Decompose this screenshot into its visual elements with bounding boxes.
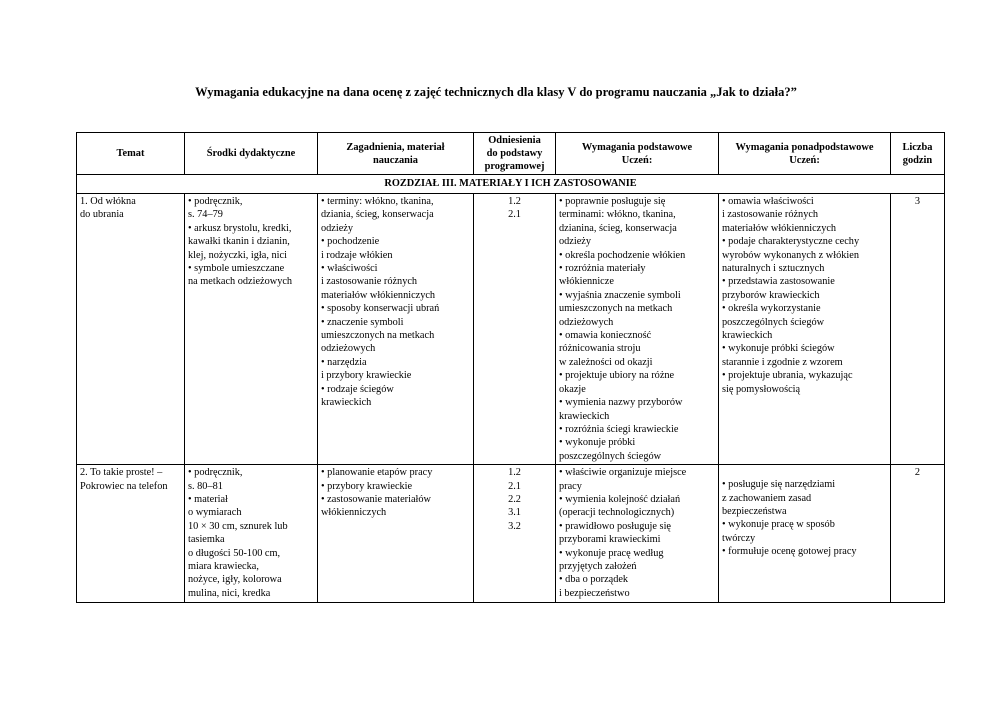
cell-line: • terminy: włókno, tkanina, [321,196,434,207]
cell-line: 2. To takie proste! – [80,467,163,479]
cell-srodki [185,194,318,465]
cell-line: twórczy [722,532,756,544]
cell-line: krawieckich [321,397,372,409]
cell-line: umieszczonych na metkach [321,330,435,342]
section-title: ROZDZIAŁ III. MATERIAŁY I ICH ZASTOSOWANIE [77,175,945,194]
cell-line: poszczególnych ściegów [722,316,825,328]
cell-line: miara krawiecka, [188,560,259,572]
cell-line: 1. Od włókna [80,196,136,207]
cell-line: i zastosowanie różnych [321,276,418,288]
cell-line: • znaczenie symboli [321,316,404,328]
cell-line: 3.2 [508,520,521,532]
cell-line: • podaje charakterystyczne cechy [722,236,860,248]
cell-line: materiałów włókienniczych [722,222,837,234]
cell-line: i przybory krawieckie [321,370,412,382]
cell-line: • formułuje ocenę gotowej pracy [722,546,857,558]
cell-line: wyrobów wykonanych z włókien [722,249,859,261]
cell-line: 1.2 [508,467,521,479]
cell-line: przyjętych założeń [559,560,637,572]
section-row [77,175,945,194]
cell-line: w zależności od okazji [559,356,653,368]
cell-line: Uczeń: [789,154,820,166]
cell-line: tasiemka [188,534,225,546]
cell-line: • posługuje się narzędziami [722,479,836,491]
cell-line: się pomysłowością [722,383,801,395]
cell-line: • poprawnie posługuje się [559,196,666,207]
cell-line: mulina, nici, kredka [188,587,271,599]
cell-line: • zastosowanie materiałów [321,493,431,505]
cell-line: Wymagania ponadpodstawowe [735,141,874,153]
cell-line: poszczególnych ściegów [559,450,662,462]
cell-line: • rozróżnia ściegi krawieckie [559,423,679,435]
cell-line: terminami: włókno, tkanina, [559,209,676,221]
cell-line: 3.1 [508,507,521,519]
cell-line: odzieżowych [559,316,614,328]
cell-line: • podręcznik, [188,467,243,479]
cell-podstawowe [556,194,719,465]
cell-line: • dba o porządek [559,574,629,586]
header-temat: Temat [77,133,185,175]
cell-line: godzin [902,154,933,166]
cell-line: 10 × 30 cm, sznurek lub [188,520,288,532]
cell-line: • projektuje ubiory na różne [559,370,675,382]
page-title: Wymagania edukacyjne na dana ocenę z zajęć technicznych dla klasy V do programu nauczania „Jak to działa?” [195,85,797,99]
cell-line: • arkusz brystolu, kredki, [188,222,292,234]
cell-line: • wymienia kolejność działań [559,493,681,505]
cell-line: Zagadnienia, materiał [346,141,445,153]
cell-line: o wymiarach [188,507,242,519]
cell-line: różnicowania stroju [559,343,641,355]
cell-line: • rozróżnia materiały [559,263,646,275]
cell-line: • określa pochodzenie włókien [559,249,686,261]
cell-line: o długości 50-100 cm, [188,547,281,559]
cell-line: • wykonuje próbki [559,437,636,449]
cell-line: materiałów włókienniczych [321,289,436,301]
cell-line: • wymienia nazwy przyborów [559,397,683,409]
cell-line: odzieży [559,236,592,248]
header-odniesienia [474,133,556,175]
cell-line: przyborów krawieckich [722,289,820,301]
cell-ponadpodstawowe [719,465,891,603]
cell-line: • symbole umieszczane [188,263,285,275]
cell-line: umieszczonych na metkach [559,303,673,315]
cell-line: 2.1 [508,209,521,221]
cell-line: odzieżowych [321,343,376,355]
cell-line: • właściwości [321,263,378,275]
cell-line: krawieckich [559,410,610,422]
cell-zagadnienia [318,465,474,603]
cell-line: 2.2 [508,493,521,505]
cell-line: i zastosowanie różnych [722,209,819,221]
cell-line: bezpieczeństwa [722,505,787,517]
cell-line: • wykonuje próbki ściegów [722,343,835,355]
cell-line: do ubrania [80,209,124,221]
cell-line: nauczania [372,154,419,166]
cell-line: • sposoby konserwacji ubrań [321,303,440,315]
cell-podstawowe [556,465,719,603]
cell-line: • prawidłowo posługuje się [559,520,671,532]
header-srodki: Środki dydaktyczne [185,133,318,175]
cell-line: kawałki tkanin i dzianin, [188,236,290,248]
header-zagadnienia [318,133,474,175]
cell-line: Odniesienia [488,135,541,146]
cell-line: dzianina, ścieg, konserwacja [559,222,677,234]
cell-line: • wyjaśnia znaczenie symboli [559,289,681,301]
cell-odniesienia [474,194,556,465]
cell-line: • omawia właściwości [722,196,814,207]
cell-line: dziania, ścieg, konserwacja [321,209,434,221]
cell-line: krawieckich [722,330,773,342]
cell-line: • pochodzenie [321,236,380,248]
table-row [77,194,945,465]
cell-line: • właściwie organizuje miejsce [559,467,687,479]
cell-line: 1.2 [508,196,521,207]
cell-line: Uczeń: [621,154,653,166]
cell-line: • określa wykorzystanie [722,303,821,315]
cell-line: na metkach odzieżowych [188,276,293,288]
cell-line: • planowanie etapów pracy [321,467,433,479]
cell-zagadnienia [318,194,474,465]
header-row [77,133,945,175]
cell-line: naturalnych i sztucznych [722,263,825,275]
cell-line: włókiennicze [559,276,614,288]
cell-line: klej, nożyczki, igła, nici [188,249,287,261]
spacer [722,466,887,478]
requirements-table [76,132,945,603]
cell-line: nożyce, igły, kolorowa [188,574,282,586]
cell-line: s. 74–79 [188,209,223,221]
cell-liczba: 2 [891,465,945,603]
cell-line: • przedstawia zastosowanie [722,276,835,288]
cell-line: przyborami krawieckimi [559,534,661,546]
cell-line: • rodzaje ściegów [321,383,394,395]
cell-line: Wymagania podstawowe [581,141,693,153]
cell-line: i bezpieczeństwo [559,587,630,599]
cell-line: • narzędzia [321,356,367,368]
table-row [77,465,945,603]
cell-line: • projektuje ubrania, wykazując [722,370,853,382]
cell-line: s. 80–81 [188,480,223,492]
cell-line: • omawia konieczność [559,330,652,342]
cell-line: programowej [484,161,545,172]
cell-srodki [185,465,318,603]
header-ponadpodstawowe [719,133,891,175]
cell-line: • wykonuje pracę według [559,547,664,559]
cell-liczba: 3 [891,194,945,465]
header-podstawowe [556,133,719,175]
cell-line: do podstawy [486,148,543,159]
cell-line: okazje [559,383,586,395]
cell-line: włókienniczych [321,507,387,519]
cell-temat [77,465,185,603]
cell-line: • podręcznik, [188,196,243,207]
cell-line: starannie i zgodnie z wzorem [722,356,843,368]
cell-line: i rodzaje włókien [321,249,393,261]
cell-odniesienia [474,465,556,603]
cell-line: (operacji technologicznych) [559,507,675,519]
cell-ponadpodstawowe [719,194,891,465]
cell-line: Liczba [902,141,933,153]
cell-line: • materiał [188,493,228,505]
cell-line: odzieży [321,222,354,234]
cell-line: 2.1 [508,480,521,492]
cell-line: pracy [559,480,582,492]
cell-line: • wykonuje pracę w sposób [722,519,835,531]
cell-temat [77,194,185,465]
cell-line: Pokrowiec na telefon [80,480,168,492]
cell-line: • przybory krawieckie [321,480,413,492]
header-liczba [891,133,945,175]
cell-line: z zachowaniem zasad [722,492,812,504]
